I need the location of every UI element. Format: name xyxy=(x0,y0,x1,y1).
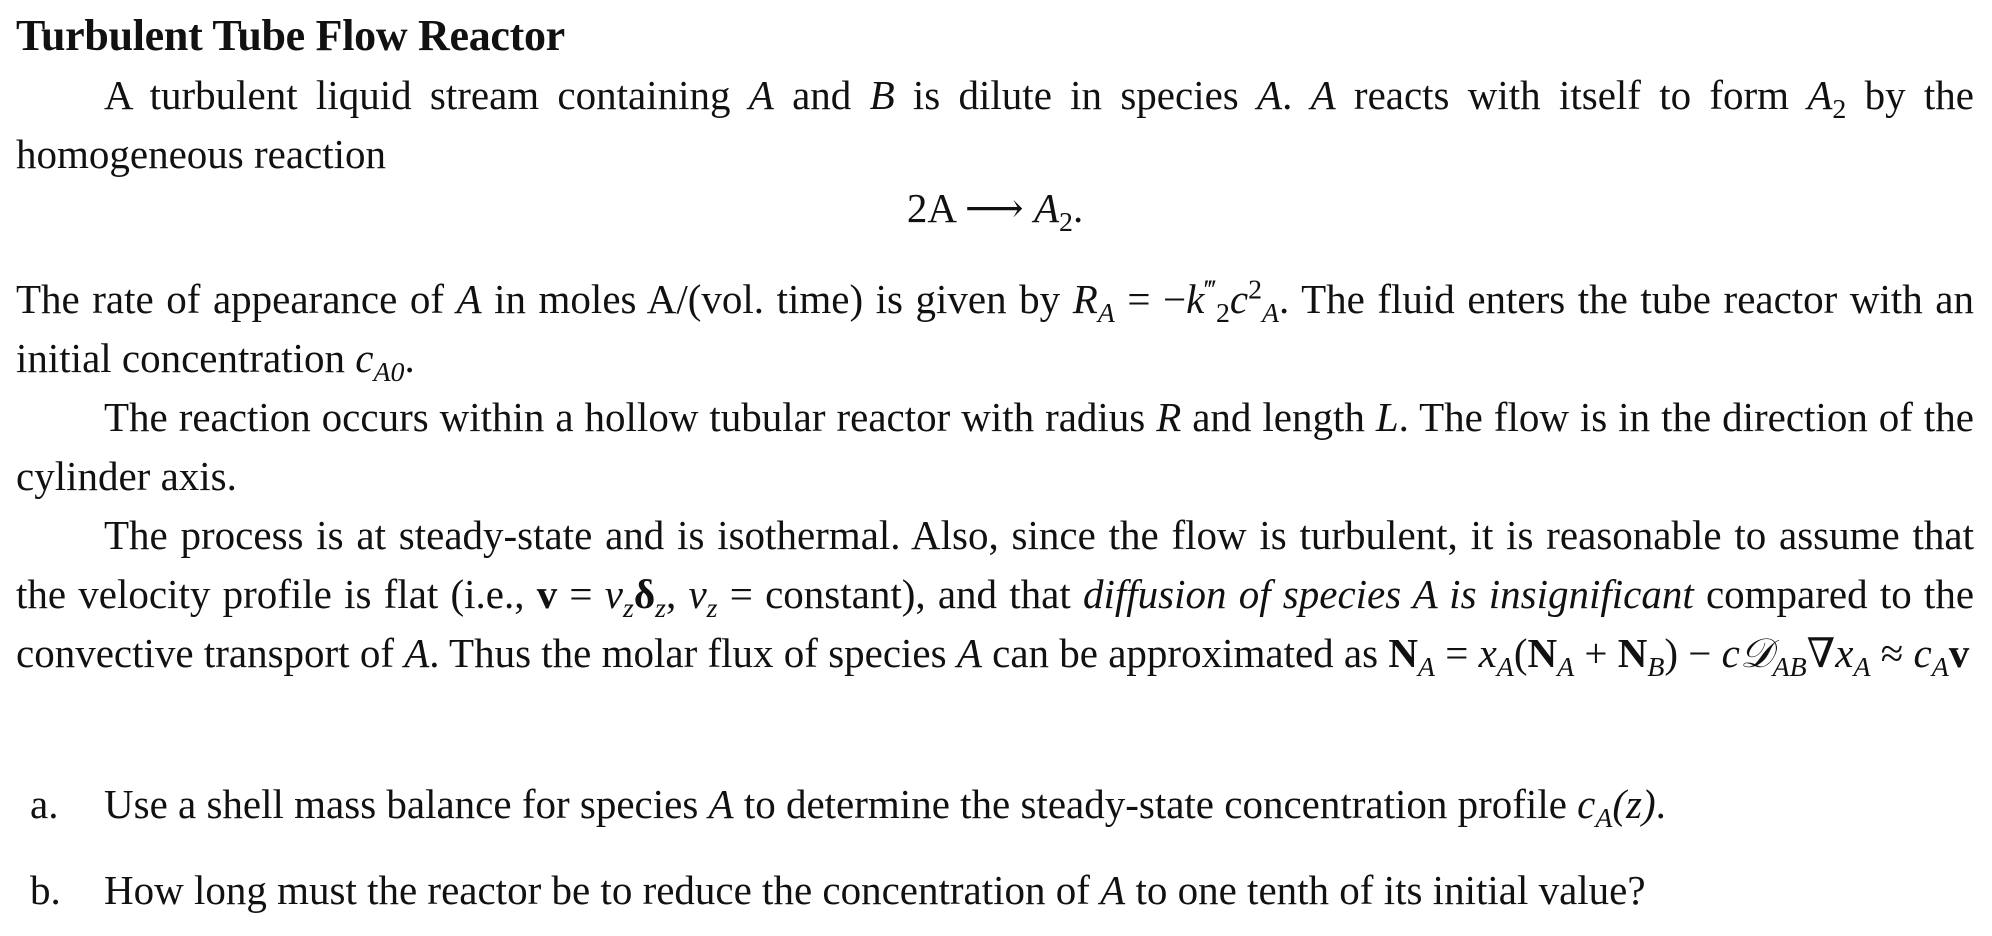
italic-emphasis: diffusion of species A is insignificant xyxy=(1082,571,1694,617)
text-span: How long must the reactor be to reduce the concentration of xyxy=(104,867,1101,913)
math-symbol-A: A xyxy=(456,276,482,322)
math-mole-fraction: x xyxy=(1835,630,1854,676)
math-subscript: 2 xyxy=(1215,298,1230,330)
text-span: compared to the convective transport of xyxy=(16,571,1975,676)
math-superscript: ‴ xyxy=(1204,274,1216,306)
math-concentration: c xyxy=(1229,276,1249,322)
math-concentration: c xyxy=(1577,781,1596,827)
math-subscript: AB xyxy=(1772,652,1807,684)
math-subscript: A xyxy=(1262,298,1280,330)
text-span: to one tenth of its initial value? xyxy=(1125,867,1646,913)
text-span: . xyxy=(1655,781,1666,827)
paragraph-assumptions xyxy=(16,506,1974,683)
text-span: . The fluid enters the tube reactor with an initial concentration xyxy=(16,276,1974,381)
math-molar-flux: N xyxy=(1527,630,1558,676)
text-span: constant), and that xyxy=(765,571,1083,617)
text-span: . Thus the molar flux of species xyxy=(429,630,957,676)
math-subscript: 2 xyxy=(1059,207,1073,239)
text-span: Use a shell mass balance for species xyxy=(104,781,709,827)
page-title: Turbulent Tube Flow Reactor xyxy=(16,11,565,60)
question-b xyxy=(16,866,1974,914)
math-velocity-component: v xyxy=(688,571,707,617)
math-subscript: B xyxy=(1647,652,1665,684)
paragraph-rate xyxy=(16,270,1974,388)
math-symbol-A: A xyxy=(748,72,774,118)
math-rate-constant: k xyxy=(1186,276,1205,322)
math-subscript: A xyxy=(1097,298,1115,330)
math-operator: = xyxy=(717,571,766,617)
equation-period: . xyxy=(1072,185,1084,231)
paragraph-geometry xyxy=(16,388,1974,506)
list-marker: a. xyxy=(30,781,59,827)
text-span: . xyxy=(1282,72,1311,118)
text-span: A turbulent liquid stream containing xyxy=(104,72,749,118)
math-symbol-R: R xyxy=(1156,394,1182,440)
math-mole-fraction: x xyxy=(1478,630,1497,676)
paragraph-intro xyxy=(16,66,1974,184)
math-symbol-A: A xyxy=(1100,867,1126,913)
math-superscript: 2 xyxy=(1248,274,1263,306)
math-symbol-A: A xyxy=(708,781,734,827)
equation-lhs: 2A xyxy=(906,185,955,231)
text-span: can be approximated as xyxy=(981,630,1389,676)
list-marker: b. xyxy=(30,867,61,913)
math-rate-R: R xyxy=(1072,276,1098,322)
text-span: The rate of appearance of xyxy=(16,276,457,322)
math-subscript: A xyxy=(1417,652,1435,684)
text-span: The process is at steady-state and is isothermal. Also, since the flow is turbulent, it is reasonable to assume that the velocity profile is flat (i.e., xyxy=(16,512,1974,617)
question-a xyxy=(16,780,1974,835)
equation-rhs: A xyxy=(1033,185,1059,231)
text-span: by the homogeneous reaction xyxy=(16,72,1974,177)
text-span: The reaction occurs within a hollow tubular reactor with radius xyxy=(104,394,1157,440)
math-symbol-A: A xyxy=(1310,72,1336,118)
math-subscript: A xyxy=(1853,652,1871,684)
math-symbol-L: L xyxy=(1375,394,1399,440)
math-symbol-A: A xyxy=(404,630,430,676)
math-paren: ( xyxy=(1513,630,1528,676)
math-subscript: z xyxy=(655,593,666,625)
math-gradient: ∇ xyxy=(1806,630,1836,676)
math-comma: , xyxy=(665,571,689,617)
reaction-arrow: ⟶ xyxy=(964,185,1024,231)
math-operator: ) − xyxy=(1664,630,1722,676)
text-span: . The flow is in the direction of the cylinder axis. xyxy=(16,394,1974,499)
math-molar-flux: N xyxy=(1617,630,1648,676)
text-span: . xyxy=(404,335,415,381)
text-span: is dilute in species xyxy=(894,72,1258,118)
math-operator: = xyxy=(557,571,605,617)
math-diffusivity: 𝒟 xyxy=(1739,630,1773,676)
math-argument: (z) xyxy=(1612,781,1656,827)
math-velocity-component: v xyxy=(604,571,623,617)
math-subscript: A xyxy=(1557,652,1575,684)
math-total-concentration: c xyxy=(1721,630,1740,676)
text-span: to determine the steady-state concentration profile xyxy=(733,781,1578,827)
math-concentration: c xyxy=(1913,630,1932,676)
math-symbol-A: A xyxy=(956,630,982,676)
math-subscript: z xyxy=(706,593,718,625)
math-unit-vector: δ xyxy=(633,571,656,617)
math-operator: = xyxy=(1434,630,1479,676)
math-molar-flux: N xyxy=(1388,630,1418,676)
text-span: in moles A/(vol. time) is given by xyxy=(481,276,1073,322)
math-velocity-vector: v xyxy=(536,571,558,617)
math-symbol-B: B xyxy=(869,72,895,118)
math-initial-concentration: c xyxy=(355,335,374,381)
math-symbol-A: A xyxy=(1257,72,1283,118)
math-operator: = − xyxy=(1114,276,1187,322)
math-subscript: 2 xyxy=(1832,94,1847,126)
math-subscript: z xyxy=(622,593,634,625)
math-subscript: A xyxy=(1496,652,1514,684)
math-subscript: A xyxy=(1595,803,1613,835)
text-span: reacts with itself to form xyxy=(1335,72,1808,118)
math-subscript: A0 xyxy=(373,357,405,389)
math-subscript: A xyxy=(1931,652,1949,684)
text-span: and length xyxy=(1181,394,1376,440)
math-velocity-vector: v xyxy=(1948,630,1970,676)
math-symbol-A: A xyxy=(1807,72,1833,118)
math-operator: + xyxy=(1574,630,1618,676)
math-operator: ≈ xyxy=(1870,630,1914,676)
reaction-equation xyxy=(16,184,1974,239)
text-span: and xyxy=(773,72,870,118)
